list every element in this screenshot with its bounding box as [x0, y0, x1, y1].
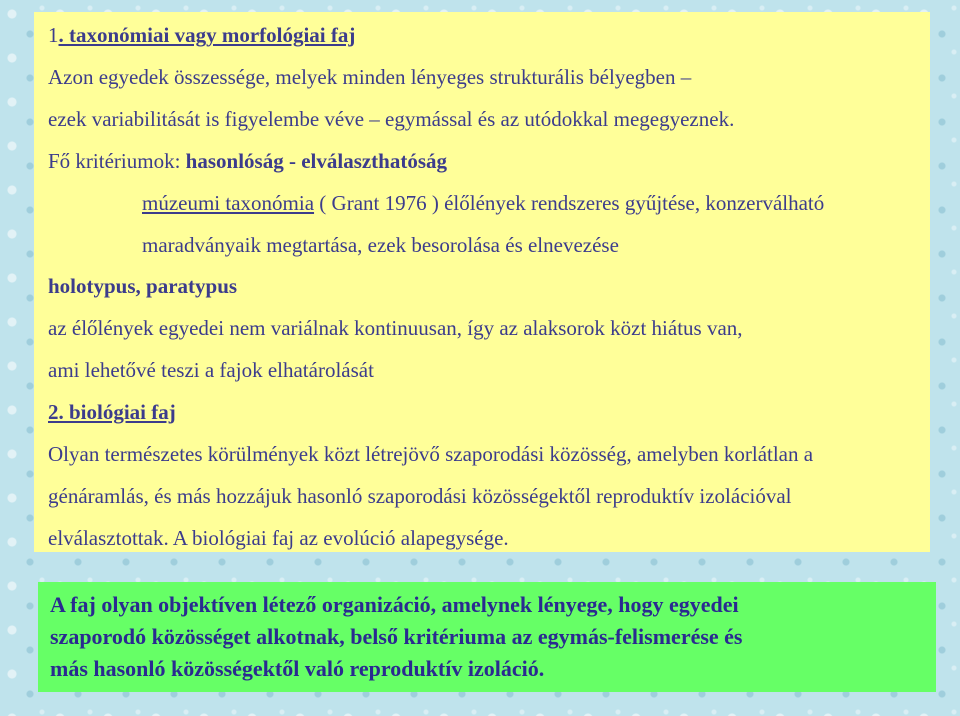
summary-line-2: szaporodó közösséget alkotnak, belső kritériuma az egymás-felismerése és — [50, 624, 743, 649]
definition-line-2: ezek variabilitását is figyelembe véve – egymással és az utódokkal megegyeznek. — [48, 107, 735, 131]
museum-line-2: maradványaik megtartása, ezek besorolása és elnevezése — [142, 233, 619, 257]
bio-definition-line-1: Olyan természetes körülmények közt létrejövő szaporodási közösség, amelyben korlátlan a — [48, 442, 814, 466]
heading-title: . taxonómiai vagy morfológiai faj — [58, 23, 356, 47]
heading-taxonomic-species — [48, 22, 355, 48]
definition-line-1: Azon egyedek összessége, melyek minden lényeges strukturális bélyegben – — [48, 65, 692, 89]
summary-box — [38, 582, 936, 692]
heading-biological-species: 2. biológiai faj — [48, 400, 176, 424]
criteria-line — [48, 148, 447, 174]
museum-rest: ( Grant 1976 ) élőlények rendszeres gyűjtése, konzerválható — [314, 191, 825, 215]
variation-line-1: az élőlények egyedei nem variálnak kontinuusan, így az alaksorok közt hiátus van, — [48, 316, 743, 340]
holotypus-line: holotypus, paratypus — [48, 274, 238, 298]
criteria-value: hasonlóság - elválaszthatóság — [185, 149, 448, 173]
criteria-label: Fő kritériumok: — [48, 149, 186, 173]
summary-line-3: más hasonló közösségektől való reproduktív izoláció. — [50, 656, 545, 681]
bio-definition-line-3: elválasztottak. A biológiai faj az evolúció alapegysége. — [48, 526, 509, 550]
museum-line-1 — [142, 190, 824, 216]
summary-line-1: A faj olyan objektíven létező organizáció, amelynek lényege, hogy egyedei — [50, 592, 739, 617]
bio-definition-line-2: génáramlás, és más hozzájuk hasonló szaporodási közösségektől reproduktív izolációval — [48, 484, 792, 508]
heading-number: 1 — [48, 23, 59, 47]
museum-term: múzeumi taxonómia — [142, 191, 315, 215]
variation-line-2: ami lehetővé teszi a fajok elhatárolását — [48, 358, 374, 382]
